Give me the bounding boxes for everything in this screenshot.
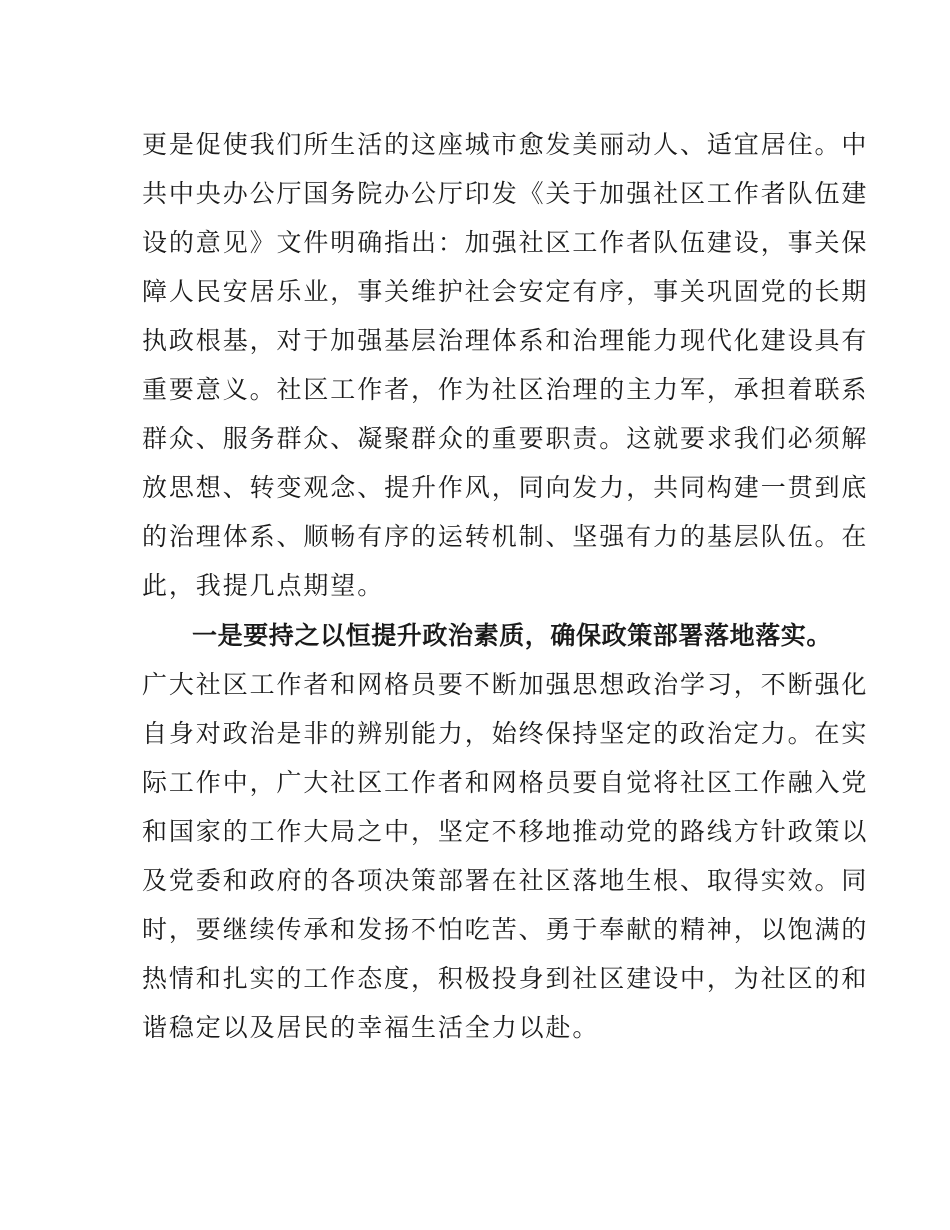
text-line: 的治理体系、顺畅有序的运转机制、坚强有力的基层队伍。在 (142, 522, 869, 551)
paragraph-intro (142, 120, 869, 610)
text-line: 谐稳定以及居民的幸福生活全力以赴。 (142, 1013, 600, 1042)
text-line: 广大社区工作者和网格员要不断加强思想政治学习，不断强化 (142, 670, 869, 699)
text-line: 执政根基，对于加强基层治理体系和治理能力现代化建设具有 (142, 326, 869, 355)
text-line: 和国家的工作大局之中，坚定不移地推动党的路线方针政策以 (142, 817, 869, 846)
text-line: 更是促使我们所生活的这座城市愈发美丽动人、适宜居住。中 (142, 130, 869, 159)
section-heading: 一是要持之以恒提升政治素质，确保政策部署落地落实。 (192, 621, 833, 650)
text-line: 际工作中，广大社区工作者和网格员要自觉将社区工作融入党 (142, 768, 869, 797)
text-line: 群众、服务群众、凝聚群众的重要职责。这就要求我们必须解 (142, 424, 869, 453)
text-line: 自身对政治是非的辨别能力，始终保持坚定的政治定力。在实 (142, 719, 869, 748)
text-line: 放思想、转变观念、提升作风，同向发力，共同构建一贯到底 (142, 473, 869, 502)
text-line: 时，要继续传承和发扬不怕吃苦、勇于奉献的精神，以饱满的 (142, 915, 869, 944)
text-line: 设的意见》文件明确指出：加强社区工作者队伍建设，事关保 (142, 228, 869, 257)
text-line: 障人民安居乐业，事关维护社会安定有序，事关巩固党的长期 (142, 277, 869, 306)
text-line: 重要意义。社区工作者，作为社区治理的主力军，承担着联系 (142, 375, 869, 404)
text-line: 此，我提几点期望。 (142, 571, 385, 600)
paragraph-point-one (142, 611, 869, 1052)
text-line: 共中央办公厅国务院办公厅印发《关于加强社区工作者队伍建 (142, 179, 869, 208)
text-line: 热情和扎实的工作态度，积极投身到社区建设中，为社区的和 (142, 964, 869, 993)
text-line: 及党委和政府的各项决策部署在社区落地生根、取得实效。同 (142, 866, 869, 895)
